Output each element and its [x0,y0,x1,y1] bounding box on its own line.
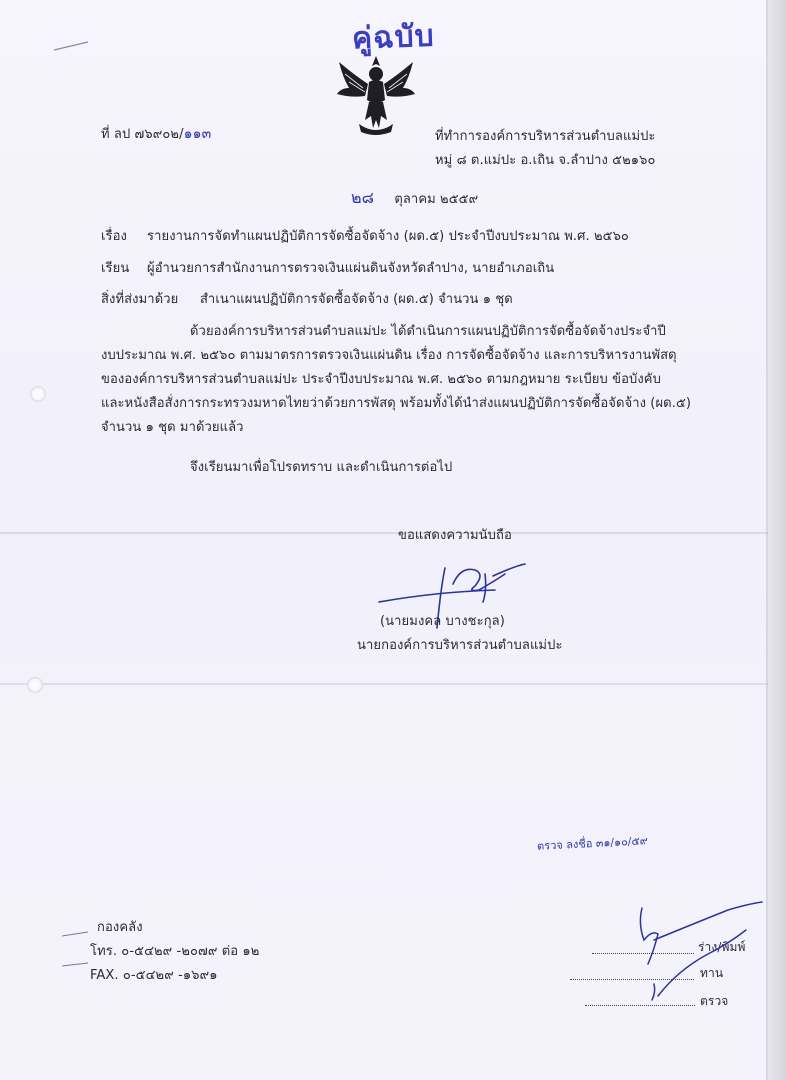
signer-title: นายกองค์การบริหารส่วนตำบลแม่ปะ [357,638,563,653]
pen-mark [52,36,92,56]
fax-number: FAX. ๐-๕๔๒๙ -๑๖๙๑ [90,968,218,983]
signoff-label-check: ตรวจ [700,994,729,1008]
signer-name: (นายมงคล บางชะกุล) [380,614,505,629]
date-day-handwritten: ๒๘ [351,188,375,207]
signoff-label-review: ทาน [700,966,724,980]
recipient-text: ผู้อำนวยการสำนักงานการตรวจเงินแผ่นดินจังหวัดลำปาง, นายอำเภอเถิน [147,261,555,276]
date-month-year: ตุลาคม ๒๕๕๙ [394,192,479,207]
body-line: ขององค์การบริหารส่วนตำบลแม่ปะ ประจำปีงบประมาณ พ.ศ. ๒๕๖๐ ตามกฎหมาย ระเบียบ ข้อบังคับ [101,372,661,387]
body-line: จำนวน ๑ ชุด มาด้วยแล้ว [101,420,244,435]
closing-request: จึงเรียนมาเพื่อโปรดทราบ และดำเนินการต่อไป [190,460,453,475]
copy-stamp: คู่ฉบับ [351,18,436,57]
enclosure-text: สำเนาแผนปฏิบัติการจัดซื้อจัดจ้าง (ผด.๕) จำนวน ๑ ชุด [200,292,513,307]
signoff-label-draft: ร่าง/พิมพ์ [698,940,746,954]
subject-label: เรื่อง [101,229,127,244]
body-line: งบประมาณ พ.ศ. ๒๕๖๐ ตามมาตรการตรวจเงินแผ่นดิน เรื่อง การจัดซื้อจัดจ้าง และการบริหารงานพัสดุ [101,348,677,363]
reference-number-text: ที่ ลป ๗๖๙๐๒/ [101,127,184,142]
recipient-label: เรียน [101,261,130,276]
reference-number-handwritten: ๑๑๓ [183,126,212,142]
reference-number [101,123,211,145]
punch-hole [27,677,43,693]
enclosure-label: สิ่งที่ส่งมาด้วย [101,292,179,307]
handwritten-initials [628,900,768,1010]
page-edge [768,0,786,1080]
body-line: ด้วยองค์การบริหารส่วนตำบลแม่ปะ ได้ดำเนินการแผนปฏิบัติการจัดซื้อจัดจ้างประจำปี [190,324,666,339]
punch-hole [30,386,46,402]
handwritten-review-note: ตรวจ ลงชื่อ ๓๑/๑๐/๕๙ [536,834,649,853]
date-line [351,186,478,211]
closing-salutation: ขอแสดงความนับถือ [398,528,512,543]
phone-number: โทร. ๐-๕๔๒๙ -๒๐๗๙ ต่อ ๑๒ [90,944,260,959]
subject-text: รายงานการจัดทำแผนปฏิบัติการจัดซื้อจัดจ้าง (ผด.๕) ประจำปีงบประมาณ พ.ศ. ๒๕๖๐ [147,229,629,244]
fold-line [0,683,768,685]
office-address-line1: ที่ทำการองค์การบริหารส่วนตำบลแม่ปะ [435,129,656,144]
office-address-line2: หมู่ ๘ ต.แม่ปะ อ.เถิน จ.ลำปาง ๕๒๑๖๐ [435,153,656,168]
pen-mark [60,958,90,972]
pen-mark [60,928,90,942]
fold-line [0,532,768,534]
garuda-emblem-icon [335,54,417,136]
body-line: และหนังสือสั่งการกระทรวงมหาดไทยว่าด้วยการพัสดุ พร้อมทั้งได้นำส่งแผนปฏิบัติการจัดซื้อจัดจ้าง (ผด.๕) [101,396,692,411]
department-name: กองคลัง [97,920,143,935]
